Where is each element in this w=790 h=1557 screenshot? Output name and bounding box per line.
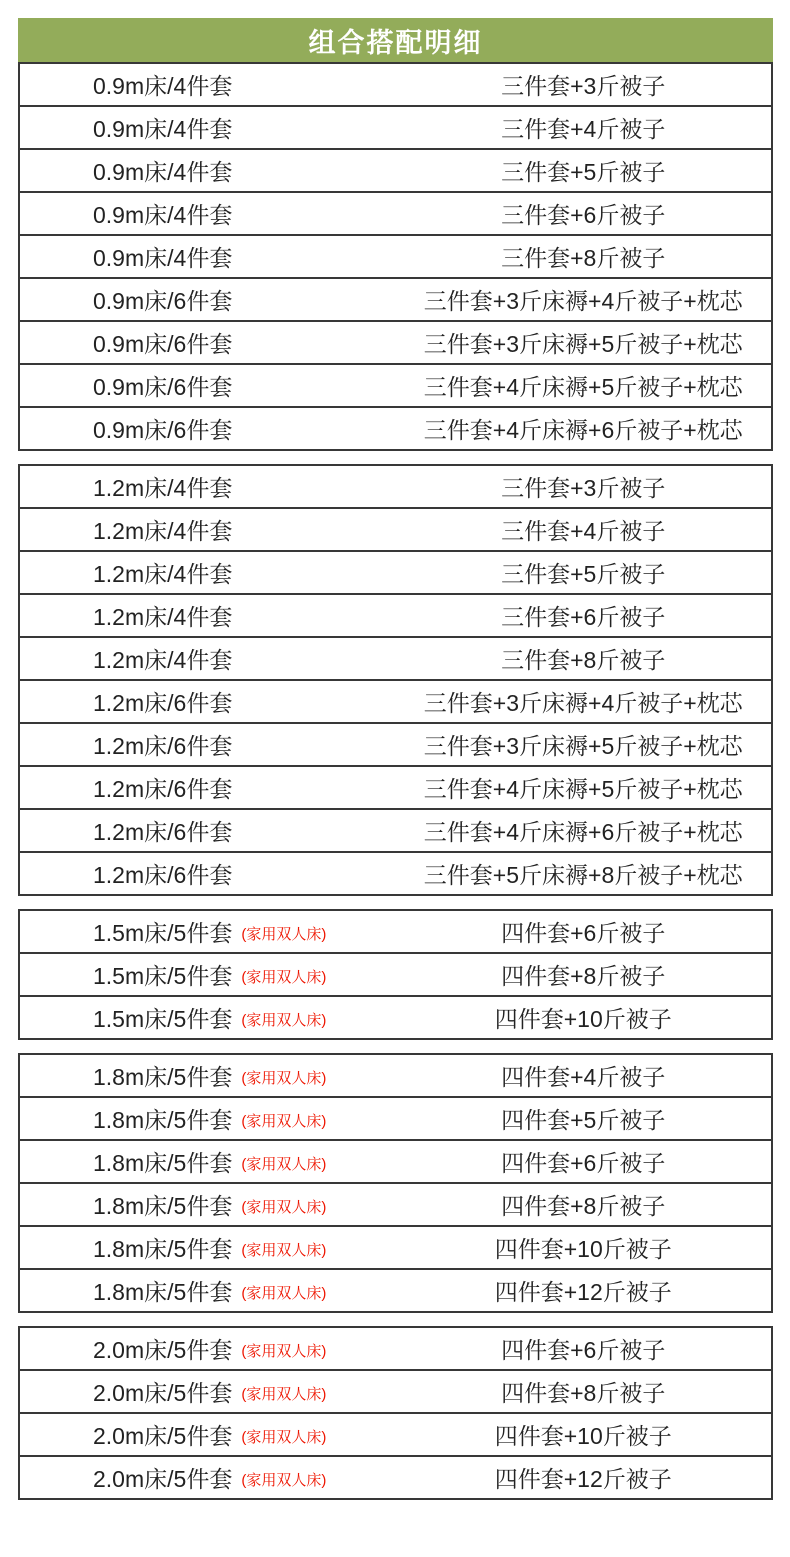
size-label: 1.5m床/5件套: [93, 1006, 233, 1032]
table-row: [18, 995, 773, 1040]
row-size-cell: [20, 1145, 396, 1178]
size-label: 2.0m床/5件套: [93, 1337, 233, 1363]
combo-label: 四件套+6斤被子: [501, 1150, 666, 1176]
table-row: [18, 363, 773, 408]
row-size-cell: [20, 556, 396, 589]
row-size-cell: [20, 857, 396, 890]
table-row: [18, 1412, 773, 1457]
row-size-cell: [20, 1231, 396, 1264]
size-note: (家用双人床): [241, 968, 327, 986]
size-label: 1.8m床/5件套: [93, 1107, 233, 1133]
row-size-cell: [20, 68, 396, 101]
table-row: [18, 722, 773, 767]
combo-label: 三件套+6斤被子: [501, 604, 666, 630]
row-size-cell: [20, 1418, 396, 1451]
size-label: 1.2m床/6件套: [93, 862, 233, 888]
table-row: [18, 808, 773, 853]
row-combo-cell: [396, 412, 772, 445]
size-label: 0.9m床/4件套: [93, 159, 233, 185]
size-label: 1.5m床/5件套: [93, 920, 233, 946]
row-combo-cell: [396, 1418, 772, 1451]
row-combo-cell: [396, 857, 772, 890]
size-note: (家用双人床): [241, 1342, 327, 1360]
table-row: [18, 1326, 773, 1371]
size-label: 1.8m床/5件套: [93, 1193, 233, 1219]
row-combo-cell: [396, 1145, 772, 1178]
row-combo-cell: [396, 1188, 772, 1221]
combo-label: 三件套+5斤被子: [501, 561, 666, 587]
size-label: 0.9m床/6件套: [93, 288, 233, 314]
row-size-cell: [20, 1375, 396, 1408]
row-combo-cell: [396, 1102, 772, 1135]
row-size-cell: [20, 283, 396, 316]
row-combo-cell: [396, 240, 772, 273]
combo-label: 三件套+4斤床褥+5斤被子+枕芯: [423, 374, 743, 400]
table-row: [18, 1225, 773, 1270]
combo-label: 三件套+4斤床褥+5斤被子+枕芯: [423, 776, 743, 802]
combo-label: 三件套+3斤床褥+4斤被子+枕芯: [423, 288, 743, 314]
row-size-cell: [20, 1274, 396, 1307]
table-row: [18, 507, 773, 552]
combo-label: 四件套+5斤被子: [501, 1107, 666, 1133]
size-label: 0.9m床/6件套: [93, 417, 233, 443]
combo-label: 四件套+4斤被子: [501, 1064, 666, 1090]
row-size-cell: [20, 154, 396, 187]
table-row: [18, 62, 773, 107]
combo-section: [18, 1326, 773, 1500]
table-row: [18, 765, 773, 810]
table-row: [18, 1139, 773, 1184]
row-size-cell: [20, 1188, 396, 1221]
combo-label: 三件套+5斤床褥+8斤被子+枕芯: [423, 862, 743, 888]
combo-label: 三件套+3斤床褥+5斤被子+枕芯: [423, 331, 743, 357]
row-combo-cell: [396, 470, 772, 503]
row-combo-cell: [396, 68, 772, 101]
table-row: [18, 105, 773, 150]
row-size-cell: [20, 685, 396, 718]
row-size-cell: [20, 642, 396, 675]
row-combo-cell: [396, 771, 772, 804]
table-row: [18, 406, 773, 451]
size-note: (家用双人床): [241, 1112, 327, 1130]
table-row: [18, 1096, 773, 1141]
table-row: [18, 148, 773, 193]
row-size-cell: [20, 369, 396, 402]
size-label: 0.9m床/4件套: [93, 202, 233, 228]
size-label: 1.8m床/5件套: [93, 1279, 233, 1305]
size-note: (家用双人床): [241, 1428, 327, 1446]
size-label: 1.2m床/6件套: [93, 733, 233, 759]
row-size-cell: [20, 412, 396, 445]
row-combo-cell: [396, 369, 772, 402]
combo-detail-content: [18, 18, 773, 1500]
combo-label: 三件套+3斤被子: [501, 73, 666, 99]
row-size-cell: [20, 599, 396, 632]
size-label: 1.2m床/6件套: [93, 819, 233, 845]
size-label: 2.0m床/5件套: [93, 1466, 233, 1492]
combo-label: 四件套+8斤被子: [501, 963, 666, 989]
row-combo-cell: [396, 642, 772, 675]
size-label: 0.9m床/4件套: [93, 245, 233, 271]
combo-section: [18, 1053, 773, 1313]
table-row: [18, 191, 773, 236]
row-combo-cell: [396, 513, 772, 546]
row-size-cell: [20, 197, 396, 230]
size-label: 0.9m床/6件套: [93, 331, 233, 357]
size-label: 0.9m床/6件套: [93, 374, 233, 400]
row-combo-cell: [396, 111, 772, 144]
size-label: 1.2m床/6件套: [93, 690, 233, 716]
combo-section: [18, 62, 773, 451]
row-size-cell: [20, 958, 396, 991]
size-note: (家用双人床): [241, 925, 327, 943]
combo-label: 三件套+5斤被子: [501, 159, 666, 185]
table-row: [18, 952, 773, 997]
combo-label: 三件套+3斤床褥+4斤被子+枕芯: [423, 690, 743, 716]
size-label: 1.8m床/5件套: [93, 1064, 233, 1090]
row-size-cell: [20, 111, 396, 144]
row-combo-cell: [396, 814, 772, 847]
row-combo-cell: [396, 283, 772, 316]
row-size-cell: [20, 771, 396, 804]
combo-label: 三件套+4斤被子: [501, 116, 666, 142]
combo-label: 四件套+8斤被子: [501, 1193, 666, 1219]
combo-label: 三件套+4斤被子: [501, 518, 666, 544]
row-size-cell: [20, 1001, 396, 1034]
row-size-cell: [20, 513, 396, 546]
size-label: 1.2m床/4件套: [93, 604, 233, 630]
combo-label: 四件套+6斤被子: [501, 1337, 666, 1363]
combo-label: 四件套+10斤被子: [494, 1423, 672, 1449]
table-row: [18, 636, 773, 681]
row-combo-cell: [396, 326, 772, 359]
combo-label: 三件套+6斤被子: [501, 202, 666, 228]
row-combo-cell: [396, 1001, 772, 1034]
size-label: 1.2m床/4件套: [93, 561, 233, 587]
combo-label: 三件套+8斤被子: [501, 245, 666, 271]
row-combo-cell: [396, 556, 772, 589]
row-combo-cell: [396, 685, 772, 718]
row-combo-cell: [396, 915, 772, 948]
combo-table: [18, 62, 773, 1500]
size-note: (家用双人床): [241, 1241, 327, 1259]
table-title-bar: [18, 18, 773, 62]
row-size-cell: [20, 1332, 396, 1365]
size-label: 1.8m床/5件套: [93, 1236, 233, 1262]
size-note: (家用双人床): [241, 1069, 327, 1087]
size-note: (家用双人床): [241, 1155, 327, 1173]
size-note: (家用双人床): [241, 1385, 327, 1403]
row-combo-cell: [396, 1375, 772, 1408]
combo-label: 三件套+4斤床褥+6斤被子+枕芯: [423, 819, 743, 845]
table-row: [18, 550, 773, 595]
size-label: 1.2m床/6件套: [93, 776, 233, 802]
combo-label: 四件套+8斤被子: [501, 1380, 666, 1406]
table-row: [18, 277, 773, 322]
table-row: [18, 1369, 773, 1414]
table-row: [18, 679, 773, 724]
size-label: 2.0m床/5件套: [93, 1423, 233, 1449]
combo-label: 四件套+6斤被子: [501, 920, 666, 946]
row-combo-cell: [396, 1059, 772, 1092]
row-combo-cell: [396, 1274, 772, 1307]
table-title: 组合搭配明细: [308, 27, 483, 58]
row-size-cell: [20, 814, 396, 847]
table-row: [18, 464, 773, 509]
combo-label: 四件套+12斤被子: [494, 1279, 672, 1305]
row-combo-cell: [396, 599, 772, 632]
size-label: 1.2m床/4件套: [93, 475, 233, 501]
table-row: [18, 234, 773, 279]
combo-label: 四件套+10斤被子: [494, 1236, 672, 1262]
size-label: 1.2m床/4件套: [93, 647, 233, 673]
size-note: (家用双人床): [241, 1198, 327, 1216]
combo-label: 四件套+10斤被子: [494, 1006, 672, 1032]
size-note: (家用双人床): [241, 1284, 327, 1302]
table-row: [18, 1053, 773, 1098]
row-size-cell: [20, 326, 396, 359]
row-size-cell: [20, 728, 396, 761]
combo-label: 四件套+12斤被子: [494, 1466, 672, 1492]
size-label: 1.8m床/5件套: [93, 1150, 233, 1176]
table-row: [18, 1182, 773, 1227]
row-combo-cell: [396, 154, 772, 187]
row-size-cell: [20, 1102, 396, 1135]
table-row: [18, 320, 773, 365]
size-label: 1.2m床/4件套: [93, 518, 233, 544]
row-combo-cell: [396, 1332, 772, 1365]
row-size-cell: [20, 915, 396, 948]
combo-label: 三件套+3斤被子: [501, 475, 666, 501]
row-combo-cell: [396, 958, 772, 991]
row-combo-cell: [396, 728, 772, 761]
row-size-cell: [20, 1461, 396, 1494]
row-combo-cell: [396, 1461, 772, 1494]
row-size-cell: [20, 240, 396, 273]
combo-section: [18, 909, 773, 1040]
table-row: [18, 851, 773, 896]
table-row: [18, 909, 773, 954]
table-row: [18, 1455, 773, 1500]
combo-section: [18, 464, 773, 896]
row-size-cell: [20, 470, 396, 503]
combo-label: 三件套+3斤床褥+5斤被子+枕芯: [423, 733, 743, 759]
size-label: 1.5m床/5件套: [93, 963, 233, 989]
size-label: 0.9m床/4件套: [93, 73, 233, 99]
size-note: (家用双人床): [241, 1011, 327, 1029]
row-combo-cell: [396, 197, 772, 230]
size-label: 0.9m床/4件套: [93, 116, 233, 142]
row-combo-cell: [396, 1231, 772, 1264]
table-row: [18, 593, 773, 638]
row-size-cell: [20, 1059, 396, 1092]
table-row: [18, 1268, 773, 1313]
size-label: 2.0m床/5件套: [93, 1380, 233, 1406]
combo-label: 三件套+4斤床褥+6斤被子+枕芯: [423, 417, 743, 443]
size-note: (家用双人床): [241, 1471, 327, 1489]
combo-label: 三件套+8斤被子: [501, 647, 666, 673]
